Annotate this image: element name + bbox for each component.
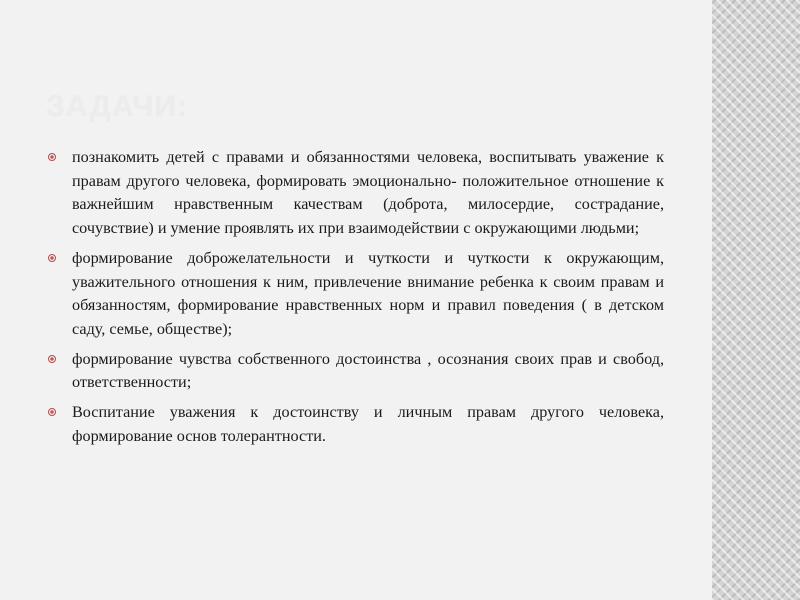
slide-title: ЗАДАЧИ: [46,90,188,123]
list-item [46,348,664,395]
bullet-icon [48,408,56,416]
bullet-icon [48,254,56,262]
bullet-icon [48,355,56,363]
list-item [46,247,664,342]
list-item [46,146,664,241]
list-item-text: Воспитание уважения к достоинству и личным правам другого человека, формирование основ толерантности. [72,403,664,445]
decorative-side-panel [712,0,800,600]
list-item [46,401,664,448]
task-list [46,146,664,454]
list-item-text: формирование чувства собственного достоинства , осознания своих прав и свобод, ответственности; [72,349,664,392]
list-item-text: познакомить детей с правами и обязанностями человека, воспитывать уважение к правам другого человека, формировать эмоционально- положительное отношение к важнейшим нравственным качествам (доброта, милосердие, сострадание, сочувствие) и умение проявлять их при взаимодействии с окружающими людьми; [72,148,664,238]
list-item-text: формирование доброжелательности и чуткости и чуткости к окружающим, уважительного отношения к ним, привлечение внимание ребенка к своим правам и обязанностям, формирование нравственных норм и правил поведения ( в детском саду, семье, обществе); [72,248,664,338]
bullet-icon [48,153,56,161]
